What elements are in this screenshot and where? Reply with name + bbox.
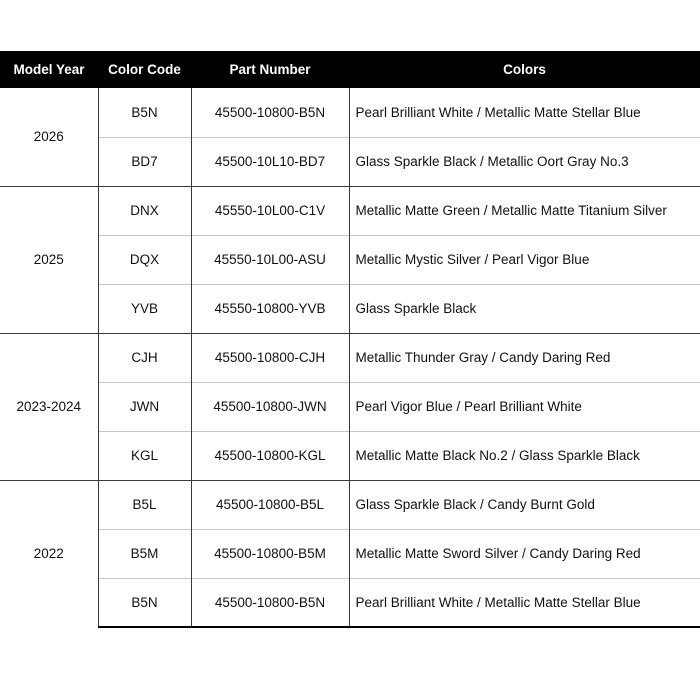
color-code-cell: B5M: [98, 529, 191, 578]
table-row: [0, 235, 700, 284]
color-code-cell: B5N: [98, 578, 191, 627]
part-number-cell: 45500-10800-CJH: [191, 333, 349, 382]
colors-cell: Metallic Mystic Silver / Pearl Vigor Blue: [349, 235, 700, 284]
colors-cell: Pearl Brilliant White / Metallic Matte Stellar Blue: [349, 88, 700, 137]
colors-cell: Glass Sparkle Black: [349, 284, 700, 333]
color-code-cell: JWN: [98, 382, 191, 431]
part-number-cell: 45500-10800-KGL: [191, 431, 349, 480]
colors-cell: Glass Sparkle Black / Candy Burnt Gold: [349, 480, 700, 529]
colors-cell: Pearl Vigor Blue / Pearl Brilliant White: [349, 382, 700, 431]
part-number-cell: 45500-10800-B5M: [191, 529, 349, 578]
color-code-cell: B5N: [98, 88, 191, 137]
part-number-cell: 45500-10L10-BD7: [191, 137, 349, 186]
colors-cell: Metallic Thunder Gray / Candy Daring Red: [349, 333, 700, 382]
color-code-cell: KGL: [98, 431, 191, 480]
table-row: [0, 88, 700, 137]
colors-cell: Pearl Brilliant White / Metallic Matte Stellar Blue: [349, 578, 700, 627]
model-year-cell: 2023-2024: [0, 333, 98, 480]
color-code-cell: DQX: [98, 235, 191, 284]
table-row: [0, 480, 700, 529]
part-number-cell: 45550-10L00-ASU: [191, 235, 349, 284]
color-code-cell: CJH: [98, 333, 191, 382]
table-row: [0, 431, 700, 480]
header-model-year: Model Year: [0, 51, 98, 88]
header-row: [0, 51, 700, 88]
color-code-cell: BD7: [98, 137, 191, 186]
table-row: [0, 284, 700, 333]
table-row: [0, 137, 700, 186]
color-code-cell: B5L: [98, 480, 191, 529]
table-row: [0, 382, 700, 431]
table-row: [0, 186, 700, 235]
color-code-cell: YVB: [98, 284, 191, 333]
part-number-cell: 45500-10800-JWN: [191, 382, 349, 431]
part-number-cell: 45500-10800-B5L: [191, 480, 349, 529]
colors-cell: Metallic Matte Black No.2 / Glass Sparkle Black: [349, 431, 700, 480]
table-row: [0, 529, 700, 578]
colors-cell: Metallic Matte Sword Silver / Candy Daring Red: [349, 529, 700, 578]
header-part-number: Part Number: [191, 51, 349, 88]
part-number-cell: 45550-10L00-C1V: [191, 186, 349, 235]
colors-cell: Glass Sparkle Black / Metallic Oort Gray No.3: [349, 137, 700, 186]
model-year-cell: 2025: [0, 186, 98, 333]
header-colors: Colors: [349, 51, 700, 88]
color-code-cell: DNX: [98, 186, 191, 235]
model-year-cell: 2026: [33, 129, 64, 145]
part-number-cell: 45500-10800-B5N: [191, 88, 349, 137]
parts-table: [0, 51, 700, 628]
part-number-cell: 45550-10800-YVB: [191, 284, 349, 333]
part-number-cell: 45500-10800-B5N: [191, 578, 349, 627]
colors-cell: Metallic Matte Green / Metallic Matte Titanium Silver: [349, 186, 700, 235]
table-row: [0, 578, 700, 627]
header-color-code: Color Code: [98, 51, 191, 88]
table-row: [0, 333, 700, 382]
model-year-cell: 2022: [0, 480, 98, 627]
